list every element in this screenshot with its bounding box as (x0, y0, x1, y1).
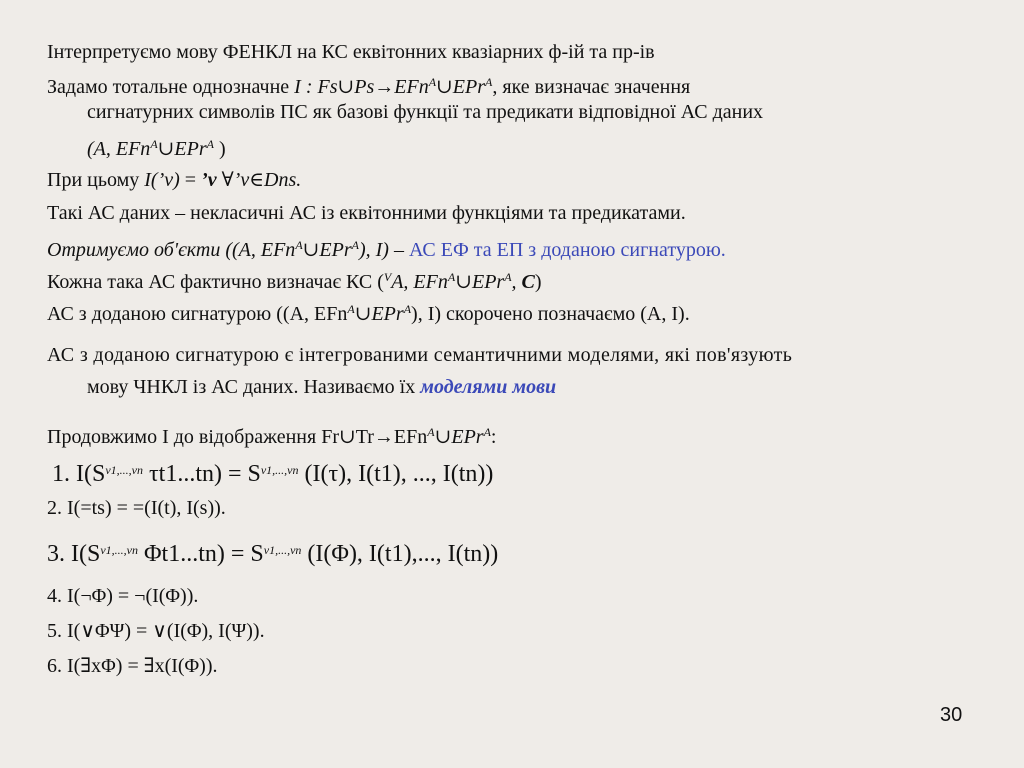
line-define-mapping (47, 68, 690, 101)
text: Отримуємо об'єкти ((A, EFn (47, 239, 296, 261)
line-ks (47, 263, 542, 296)
superscript: A (447, 270, 456, 284)
text: Φt1...tn) = S (138, 541, 264, 567)
superscript: A (504, 270, 512, 284)
superscript: A (428, 75, 437, 89)
text: ), I) скорочено позначаємо (A, I). (411, 303, 690, 325)
superscript: A (206, 137, 214, 151)
text: ∪EPr (354, 303, 404, 325)
text: I (144, 169, 151, 191)
text: (’v) (150, 169, 180, 191)
superscript: A (150, 137, 158, 151)
superscript: A (403, 302, 412, 316)
line-objects (47, 231, 726, 264)
superscript: A (483, 425, 491, 439)
text: : (490, 426, 497, 448)
text: Продовжимо I до відображення Fr∪Tr→EFn (47, 426, 428, 448)
text: мову ЧНКЛ із АС даних. Називаємо їх (87, 376, 421, 398)
text: , (511, 271, 522, 293)
superscript: v1,...,vn (100, 543, 138, 557)
text: ∪EPr (436, 76, 486, 98)
formula-3 (47, 536, 498, 568)
text: (I(Φ), I(t1),..., I(tn)) (301, 541, 499, 567)
formula-5: 5. I(∨ΦΨ) = ∨(I(Φ), I(Ψ)). (47, 620, 265, 642)
text: I (294, 76, 301, 98)
line-integrated-models: АС з доданою сигнатурою є інтегрованими семантичними моделями, які пов'язують (47, 344, 793, 366)
line-as-data (87, 130, 226, 163)
superscript: v1,...,vn (105, 463, 143, 477)
formula-2: 2. I(=ts) = =(I(t), I(s)). (47, 497, 226, 519)
superscript: A (427, 425, 435, 439)
superscript: A (295, 238, 303, 252)
text: При цьому (47, 169, 145, 191)
line-intro: Інтерпретуємо мову ФЕНКЛ на КС еквітонних квазіарних ф-ій та пр-ів (47, 41, 655, 63)
text: ∪EPr (455, 271, 505, 293)
text: (I(τ), I(t1), ..., I(tn)) (298, 461, 494, 487)
line-extend (47, 418, 496, 451)
text: ∪EPr (302, 239, 352, 261)
text: : Fs∪Ps→EFn (300, 76, 429, 98)
text: (A, EFn (87, 138, 151, 160)
page-number: 30 (940, 704, 963, 726)
formula-6: 6. I(∃xΦ) = ∃x(I(Φ)). (47, 655, 218, 677)
line-nonclassical: Такі АС даних – некласичні АС із еквітонними функціями та предикатами. (47, 202, 686, 224)
text: Задамо тотальне однозначне (47, 76, 295, 98)
text: ) (213, 138, 226, 160)
text: = (179, 169, 202, 191)
text: АС з доданою сигнатурою ((A, EFn (47, 303, 348, 325)
highlight-text: моделями мови (420, 376, 557, 398)
line-signature: сигнатурних символів ПС як базові функції та предикати відповідної АС даних (87, 101, 764, 123)
text: C (521, 271, 535, 293)
text: ), I) – (358, 239, 409, 261)
formula-1 (52, 456, 493, 488)
text: ∀’v∈Dns. (216, 169, 302, 191)
text: ∪EPr (157, 138, 207, 160)
superscript: A (485, 75, 493, 89)
formula-4: 4. I(¬Φ) = ¬(I(Φ)). (47, 585, 199, 607)
superscript: A (351, 238, 359, 252)
text: 1. I(S (52, 461, 106, 487)
text: , яке визначає значення (492, 76, 691, 98)
line-condition (47, 166, 301, 194)
line-language-models (87, 373, 556, 401)
superscript: v1,...,vn (263, 543, 302, 557)
line-abbrev (47, 295, 690, 328)
text: A, EFn (391, 271, 448, 293)
superscript: v1,...,vn (260, 463, 299, 477)
text: ) (534, 271, 542, 293)
highlight-text: АС ЕФ та ЕП з доданою сигнатурою. (408, 239, 726, 261)
text: Кожна така АС фактично визначає КС ( (47, 271, 384, 293)
text: ’v (201, 169, 217, 191)
text: 3. I(S (47, 541, 101, 567)
superscript: A (347, 302, 355, 316)
superscript: V (383, 270, 392, 284)
text: ∪EPr (434, 426, 484, 448)
text: τt1...tn) = S (143, 461, 261, 487)
